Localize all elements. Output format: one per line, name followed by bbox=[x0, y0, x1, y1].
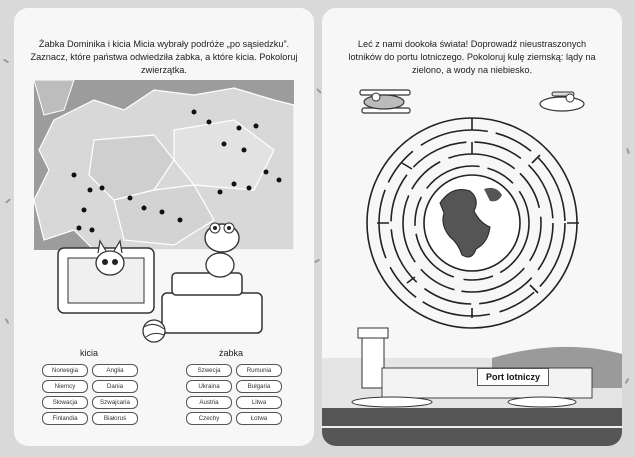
decorative-dash bbox=[5, 198, 11, 203]
country-checkbox-lotwa[interactable]: Łotwa bbox=[236, 412, 282, 425]
decorative-dash bbox=[626, 148, 630, 154]
kicia-column-title: kicia bbox=[80, 348, 99, 358]
country-checkbox-szwecja[interactable]: Szwecja bbox=[186, 364, 232, 377]
country-checkbox-niemcy[interactable]: Niemcy bbox=[42, 380, 88, 393]
zabka-column-title: żabka bbox=[219, 348, 244, 358]
cat-frog-luggage-illustration bbox=[44, 203, 274, 348]
left-page bbox=[14, 8, 314, 446]
country-checkbox-slowacja[interactable]: Słowacja bbox=[42, 396, 88, 409]
globe-maze[interactable] bbox=[362, 103, 582, 343]
country-checkbox-szwajcaria[interactable]: Szwajcaria bbox=[92, 396, 138, 409]
country-checkbox-norwegia[interactable]: Norwegia bbox=[42, 364, 88, 377]
decorative-dash bbox=[5, 318, 10, 324]
airport-sign: Port lotniczy bbox=[477, 368, 549, 386]
right-instructions: Leć z nami dookoła świata! Doprowadź nieustraszonych lotników do portu lotniczego. Pokoloruj kulę ziemską: lądy na zielono, a wody na niebiesko. bbox=[348, 39, 596, 75]
country-checkbox-bulgaria[interactable]: Bułgaria bbox=[236, 380, 282, 393]
country-checkbox-anglia[interactable]: Anglia bbox=[92, 364, 138, 377]
right-page bbox=[322, 8, 622, 446]
decorative-dash bbox=[314, 259, 320, 264]
decorative-dash bbox=[625, 378, 630, 384]
country-checkbox-ukraina[interactable]: Ukraina bbox=[186, 380, 232, 393]
country-checkbox-austria[interactable]: Austria bbox=[186, 396, 232, 409]
country-checkbox-czechy[interactable]: Czechy bbox=[186, 412, 232, 425]
country-checkbox-dania[interactable]: Dania bbox=[92, 380, 138, 393]
left-instructions: Żabka Dominika i kicia Micia wybrały podróże „po sąsiedzku”. Zaznacz, które państwa odwiedziła żabka, a które kicia. Pokoloruj zwierzątka. bbox=[30, 39, 298, 75]
airport-illustration bbox=[322, 318, 622, 446]
decorative-dash bbox=[3, 59, 9, 64]
country-checkbox-bialorus[interactable]: Białoruś bbox=[92, 412, 138, 425]
country-checkbox-rumunia[interactable]: Rumunia bbox=[236, 364, 282, 377]
country-checkbox-finlandia[interactable]: Finlandia bbox=[42, 412, 88, 425]
decorative-dash bbox=[316, 88, 322, 94]
country-checkbox-litwa[interactable]: Litwa bbox=[236, 396, 282, 409]
